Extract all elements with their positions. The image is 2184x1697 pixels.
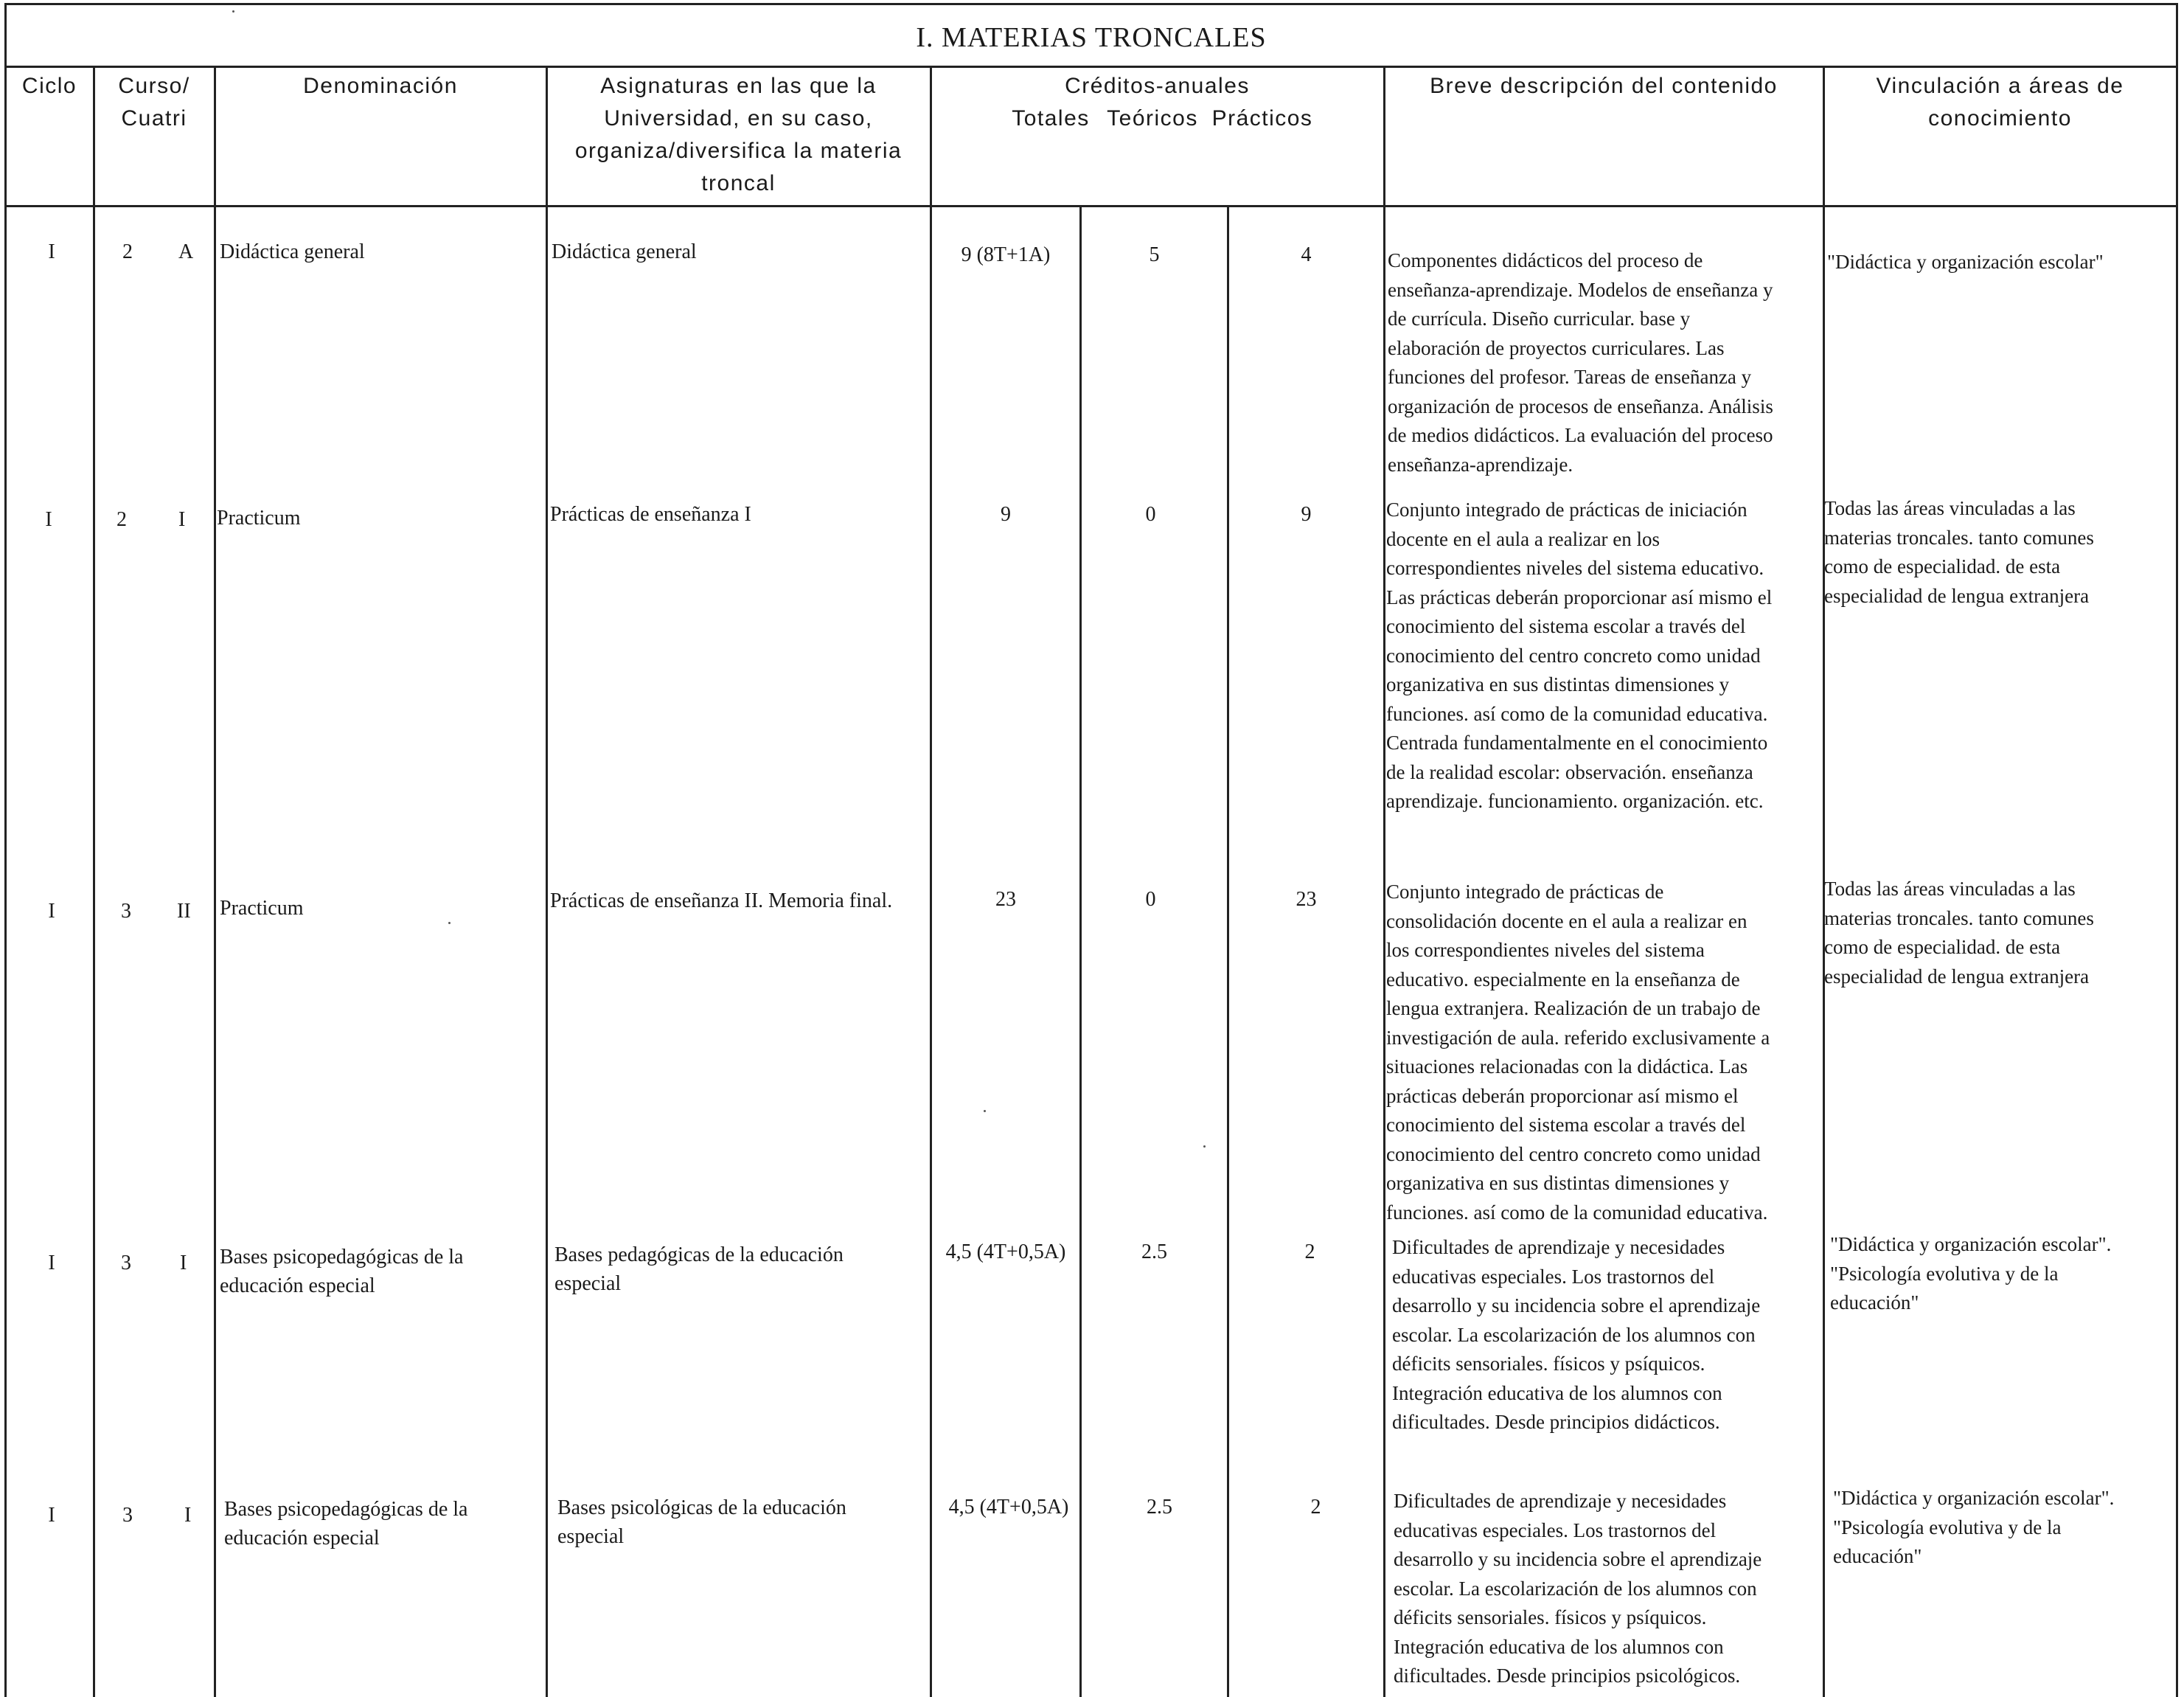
- row-totales: 23: [995, 888, 1016, 911]
- header-vinculacion: Vinculación a áreas de conocimiento: [1876, 74, 2124, 131]
- row-curso: 3: [121, 1252, 131, 1274]
- header-totales: Totales: [1012, 106, 1090, 131]
- row-ciclo: I: [45, 508, 52, 531]
- row-totales: 9: [1001, 503, 1011, 526]
- row-vinculacion: "Didáctica y organización escolar". "Psicología evolutiva y de la educación": [1830, 1233, 2112, 1313]
- header-denominacion: Denominación: [303, 74, 458, 98]
- scan-speck: [1203, 1145, 1206, 1148]
- row-teoricos: 5: [1149, 243, 1160, 266]
- row-curso: 3: [122, 1504, 133, 1527]
- row-denominacion: Practicum: [217, 507, 301, 530]
- row-totales: 4,5 (4T+0,5A): [945, 1240, 1066, 1263]
- row-descripcion: Dificultades de aprendizaje y necesidades educativas especiales. Los trastornos del desarrollo y su incidencia sobre el aprendizaje escolar. La escolarización de los alumnos con déficits sensoriales. físicos y psíquicos. Integración educativa de los alumnos con dificultades. Desde principios didácticos.: [1392, 1236, 1761, 1433]
- row-cuatri: I: [184, 1504, 192, 1527]
- row-curso: 3: [121, 900, 131, 923]
- row-cuatri: I: [180, 1252, 187, 1274]
- col-divider-6: [1227, 207, 1229, 1697]
- header-asignaturas: Asignaturas en las que la Universidad, en su caso, organiza/diversifica la materia troncal: [574, 74, 903, 195]
- row-descripcion: Conjunto integrado de prácticas de consolidación docente en el aula a realizar en los correspondientes niveles del sistema educativo. especialmente en la enseñanza de lengua extranjera. Realización de un trabajo de investigación de aula. referido exclusivamente a situaciones relacionadas con la didáctica. Las prácticas deberán proporcionar así mismo el conocimiento del sistema escolar a través del conocimiento del centro concreto como unidad organizativa en sus distintas dimensiones y funciones. así como de la comunidad educativa.: [1386, 881, 1770, 1224]
- col-divider-7: [1383, 66, 1385, 1697]
- row-cuatri: A: [178, 240, 194, 263]
- row-curso: 2: [122, 240, 133, 263]
- row-denominacion: Practicum: [220, 897, 304, 920]
- row-asignatura: Bases psicológicas de la educación especial: [557, 1496, 846, 1548]
- row-cuatri: II: [177, 900, 191, 923]
- row-vinculacion: "Didáctica y organización escolar": [1827, 251, 2104, 273]
- row-denominacion: Didáctica general: [220, 240, 365, 263]
- row-descripcion: Dificultades de aprendizaje y necesidades educativas especiales. Los trastornos del desarrollo y su incidencia sobre el aprendizaje escolar. La escolarización de los alumnos con déficits sensoriales. físicos y psíquicos. Integración educativa de los alumnos con dificultades. Desde principios psicológicos.: [1394, 1490, 1762, 1687]
- header-practicos: Prácticos: [1211, 106, 1313, 131]
- col-divider-1: [93, 66, 95, 1697]
- row-descripcion: Conjunto integrado de prácticas de iniciación docente en el aula a realizar en los correspondientes niveles del sistema educativo. Las prácticas deberán proporcionar así mismo el conocimiento del sistema escolar a través del conocimiento del centro concreto como unidad organizativa en sus distintas dimensiones y funciones. así como de la comunidad educativa. Centrada fundamentalmente en el conocimiento de la realidad escolar: observación. enseñanza aprendizaje. funcionamiento. organización. etc.: [1386, 499, 1773, 812]
- row-vinculacion: Todas las áreas vinculadas a las materias troncales. tanto comunes como de especialidad. de esta especialidad de lengua extranjera: [1824, 497, 2094, 607]
- row-curso: 2: [116, 508, 127, 531]
- row-teoricos: 2.5: [1147, 1496, 1172, 1519]
- table-border-right: [2176, 66, 2178, 207]
- header-curso: Curso/ Cuatri: [118, 74, 190, 131]
- col-divider-5: [1079, 207, 1082, 1697]
- row-vinculacion: "Didáctica y organización escolar". "Psicología evolutiva y de la educación": [1833, 1487, 2115, 1567]
- header-creditos: Créditos-anuales: [1065, 74, 1250, 98]
- row-totales: 4,5 (4T+0,5A): [948, 1496, 1069, 1519]
- row-totales: 9 (8T+1A): [961, 243, 1051, 266]
- row-practicos: 4: [1301, 243, 1312, 266]
- header-teoricos: Teóricos: [1107, 106, 1198, 131]
- row-denominacion: Bases psicopedagógicas de la educación especial: [220, 1246, 464, 1297]
- row-practicos: 2: [1310, 1496, 1321, 1519]
- col-divider-2: [214, 66, 216, 1697]
- row-teoricos: 0: [1145, 503, 1156, 526]
- col-divider-9: [2176, 207, 2178, 1697]
- page-title: I. MATERIAS TRONCALES: [4, 3, 2178, 68]
- scan-speck: [448, 922, 451, 924]
- scan-speck: [984, 1110, 986, 1112]
- scan-speck: [232, 10, 234, 13]
- row-teoricos: 0: [1145, 888, 1156, 911]
- row-ciclo: I: [48, 900, 55, 923]
- row-asignatura: Didáctica general: [552, 240, 697, 263]
- row-descripcion: Componentes didácticos del proceso de enseñanza-aprendizaje. Modelos de enseñanza y de currícula. Diseño curricular. base y elaboración de proyectos curriculares. Las funciones del profesor. Tareas de enseñanza y organización de procesos de enseñanza. Análisis de medios didácticos. La evaluación del proceso enseñanza-aprendizaje.: [1388, 249, 1773, 476]
- row-teoricos: 2.5: [1141, 1240, 1167, 1263]
- col-divider-4: [930, 66, 932, 1697]
- header-ciclo: Ciclo: [21, 74, 77, 98]
- row-practicos: 23: [1296, 888, 1317, 911]
- row-cuatri: I: [178, 508, 186, 531]
- row-vinculacion: Todas las áreas vinculadas a las materias troncales. tanto comunes como de especialidad. de esta especialidad de lengua extranjera: [1824, 878, 2094, 988]
- row-ciclo: I: [48, 240, 55, 263]
- row-denominacion: Bases psicopedagógicas de la educación especial: [224, 1498, 468, 1549]
- row-practicos: 9: [1301, 503, 1312, 526]
- row-practicos: 2: [1304, 1240, 1315, 1263]
- header-bottom-rule: [4, 205, 2178, 207]
- header-descripcion: Breve descripción del contenido: [1430, 74, 1778, 98]
- row-asignatura: Prácticas de enseñanza I: [550, 503, 751, 526]
- row-ciclo: I: [48, 1504, 55, 1527]
- col-divider-3: [546, 66, 548, 1697]
- row-asignatura: Prácticas de enseñanza II. Memoria final.: [550, 889, 893, 912]
- row-ciclo: I: [48, 1252, 55, 1274]
- row-asignatura: Bases pedagógicas de la educación especial: [554, 1243, 844, 1295]
- col-divider-0: [4, 207, 7, 1697]
